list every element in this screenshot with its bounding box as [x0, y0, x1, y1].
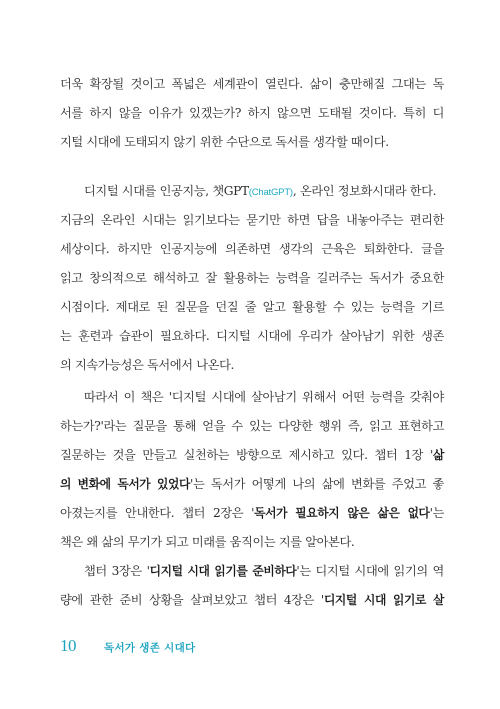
text-span: 질문하는 것을 만들고 실천하는 방향으로 제시하고 있다. 챕터 1장 ' [60, 448, 433, 462]
paragraph-1 [60, 70, 444, 157]
text-span: 아졌는지를 안내한다. 챕터 2장은 ' [60, 506, 255, 520]
page-footer [60, 636, 195, 656]
text-line: 시점이다. 제대로 된 질문을 던질 줄 알고 활용할 수 있는 능력을 기르 [60, 300, 444, 314]
text-line [60, 586, 444, 615]
text-line: 책은 왜 삶의 무기가 되고 미래를 움직이는 지를 알아본다. [60, 535, 355, 549]
paragraph-2 [60, 177, 444, 380]
text-line: 는 훈련과 습관이 필요하다. 디지털 시대에 우리가 살아남기 위한 생존 [60, 329, 444, 343]
text-line: 따라서 이 책은 '디지털 시대에 살아남기 위해서 어떤 능력을 갖춰야 [84, 390, 444, 404]
chatgpt-annotation: (ChatGPT) [248, 187, 293, 198]
text-line: 세상이다. 하지만 인공지능에 의존하면 생각의 근육은 퇴화한다. 글을 [60, 242, 444, 256]
chapter2-title: 독서가 필요하지 않은 삶은 없다 [254, 506, 430, 520]
paragraph-3 [60, 383, 444, 557]
chapter1-title-part2: 의 변화에 독서가 있었다 [60, 477, 190, 491]
text-span: 량에 관한 준비 상황을 살펴보았고 챕터 4장은 ' [60, 593, 324, 607]
text-line: 더욱 확장될 것이고 폭넓은 세계관이 열린다. 삶이 충만해질 그대는 독 [60, 77, 444, 91]
text-line: 지금의 온라인 시대는 읽기보다는 묻기만 하면 답을 내놓아주는 편리한 [60, 213, 444, 227]
text-line: 서를 하지 않을 이유가 있겠는가? 하지 않으면 도태될 것이다. 특히 디 [60, 106, 444, 120]
running-title: 독서가 생존 시대다 [104, 642, 196, 654]
text-line: 하는가?'라는 질문을 통해 얻을 수 있는 다양한 행위 즉, 읽고 표현하고 [60, 419, 444, 433]
text-line [60, 557, 444, 586]
text-span: , 온라인 정보화시대라 한다. [292, 184, 437, 198]
text-span: '는 디지털 시대에 읽기의 역 [296, 564, 444, 578]
text-span: 챕터 3장은 ' [84, 564, 150, 578]
text-span: '는 [429, 506, 444, 520]
text-line [60, 499, 444, 528]
text-line: 읽고 창의적으로 해석하고 잘 활용하는 능력을 길러주는 독서가 중요한 [60, 271, 444, 285]
text-line [60, 470, 444, 499]
chapter3-title: 디지털 시대 읽기를 준비하다 [149, 564, 297, 578]
text-line: 의 지속가능성은 독서에서 나온다. [60, 358, 235, 372]
text-span: '는 독서가 어떻게 나의 삶에 변화를 주었고 좋 [189, 477, 444, 491]
chapter4-title: 디지털 시대 읽기로 살 [323, 593, 444, 607]
page-number: 10 [60, 636, 76, 655]
text-span: 디지털 시대를 인공지능, 챗GPT [84, 184, 249, 198]
chapter1-title-part1: 삶 [433, 448, 444, 462]
text-line [60, 441, 444, 470]
paragraph-4 [60, 557, 444, 615]
text-line: 지털 시대에 도태되지 않기 위한 수단으로 독서를 생각할 때이다. [60, 135, 389, 149]
text-line [60, 177, 444, 206]
